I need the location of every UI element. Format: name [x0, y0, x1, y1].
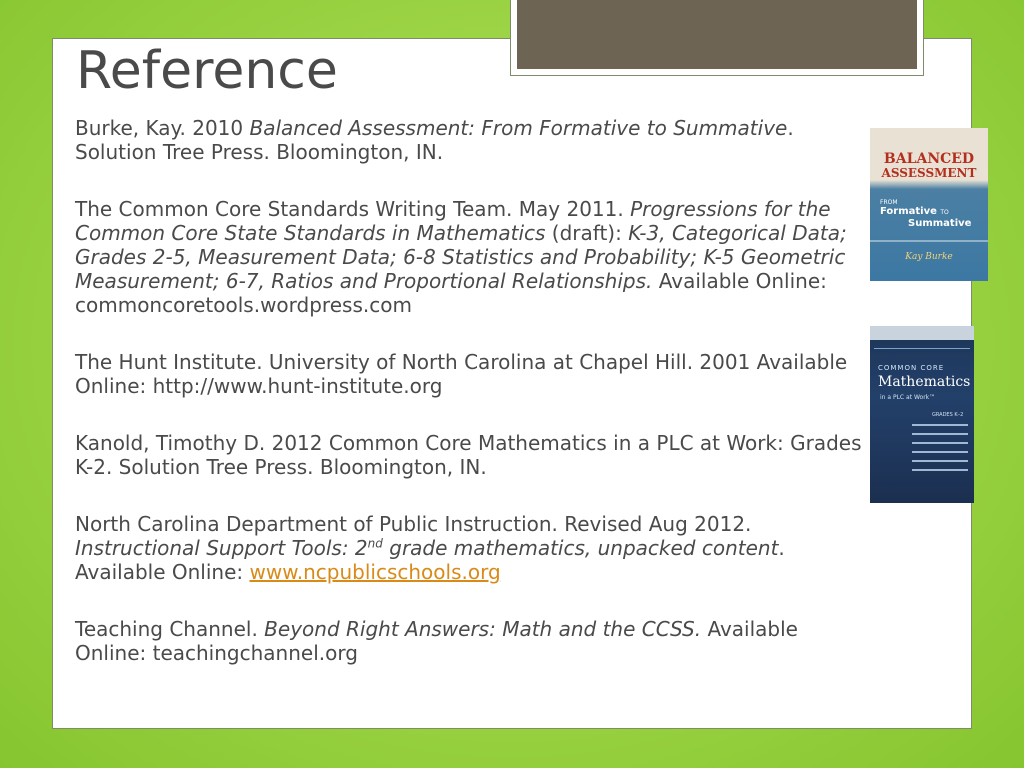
- reference-item: [75, 116, 865, 164]
- cover-stripe: [870, 240, 988, 242]
- reference-text: Instructional Support Tools: 2: [75, 536, 368, 560]
- reference-text: K-3, Categorical Data; Grades 2-5, Measurement Data; 6-8 Statistics and Probability; K-5 Geometric Measurement; 6-7, Ratios and Proportional Relationships.: [75, 221, 847, 293]
- reference-item: [75, 617, 865, 665]
- reference-item: [75, 512, 865, 584]
- reference-item: [75, 350, 865, 398]
- cover-plc-subtitle: in a PLC at Work™: [880, 394, 936, 401]
- reference-text: North Carolina Department of Public Instruction. Revised Aug 2012.: [75, 512, 752, 536]
- reference-link[interactable]: www.ncpublicschools.org: [249, 560, 501, 584]
- cover-rule: [874, 348, 970, 349]
- slide-title: Reference: [76, 41, 338, 101]
- reference-list: [75, 116, 865, 698]
- reference-text: . Solution Tree Press. Bloomington, IN.: [75, 116, 794, 164]
- cover-series: COMMON CORE: [878, 364, 945, 372]
- reference-text: (draft):: [545, 221, 629, 245]
- reference-text: Teaching Channel.: [75, 617, 265, 641]
- cover-formative: Formative: [880, 206, 937, 217]
- balanced-assessment-book-cover: [870, 128, 988, 281]
- cover-grades: GRADES K–2: [932, 412, 964, 418]
- reference-text: grade mathematics, unpacked content: [382, 536, 779, 560]
- reference-text: nd: [367, 536, 383, 551]
- reference-text: The Hunt Institute. University of North Carolina at Chapel Hill. 2001 Available Online: http://www.hunt-institute.org: [75, 350, 848, 398]
- reference-text: Beyond Right Answers: Math and the CCSS.: [264, 617, 702, 641]
- cover-author-list: [912, 424, 968, 478]
- cover-top-band: [870, 326, 974, 340]
- cover-title-line1: BALANCED: [883, 151, 975, 167]
- title-tab-fill: [517, 0, 917, 69]
- cover-math-title: Mathematics: [878, 374, 971, 390]
- cover-subtitle: [880, 199, 971, 230]
- cover-to: TO: [940, 209, 949, 216]
- common-core-math-book-cover: [870, 326, 974, 503]
- cover-title: [870, 152, 988, 180]
- reference-text: The Common Core Standards Writing Team. May 2011.: [75, 197, 631, 221]
- reference-text: Available Online: teachingchannel.org: [75, 617, 798, 665]
- reference-item: [75, 431, 865, 479]
- reference-text: Kanold, Timothy D. 2012 Common Core Mathematics in a PLC at Work: Grades K-2. Solution Tree Press. Bloomington, IN.: [75, 431, 862, 479]
- cover-author: Kay Burke: [905, 252, 953, 262]
- reference-text: Available Online: commoncoretools.wordpress.com: [75, 269, 827, 317]
- title-tab-decoration: [510, 0, 924, 76]
- reference-text: . Available Online:: [75, 536, 785, 584]
- reference-text: Balanced Assessment: From Formative to Summative: [249, 116, 788, 140]
- reference-text: Burke, Kay. 2010: [75, 116, 250, 140]
- reference-item: [75, 197, 865, 317]
- reference-text: Progressions for the Common Core State Standards in Mathematics: [75, 197, 831, 245]
- cover-summative: Summative: [908, 218, 972, 229]
- cover-title-line2: ASSESSMENT: [881, 166, 977, 180]
- cover-from: FROM: [880, 199, 898, 206]
